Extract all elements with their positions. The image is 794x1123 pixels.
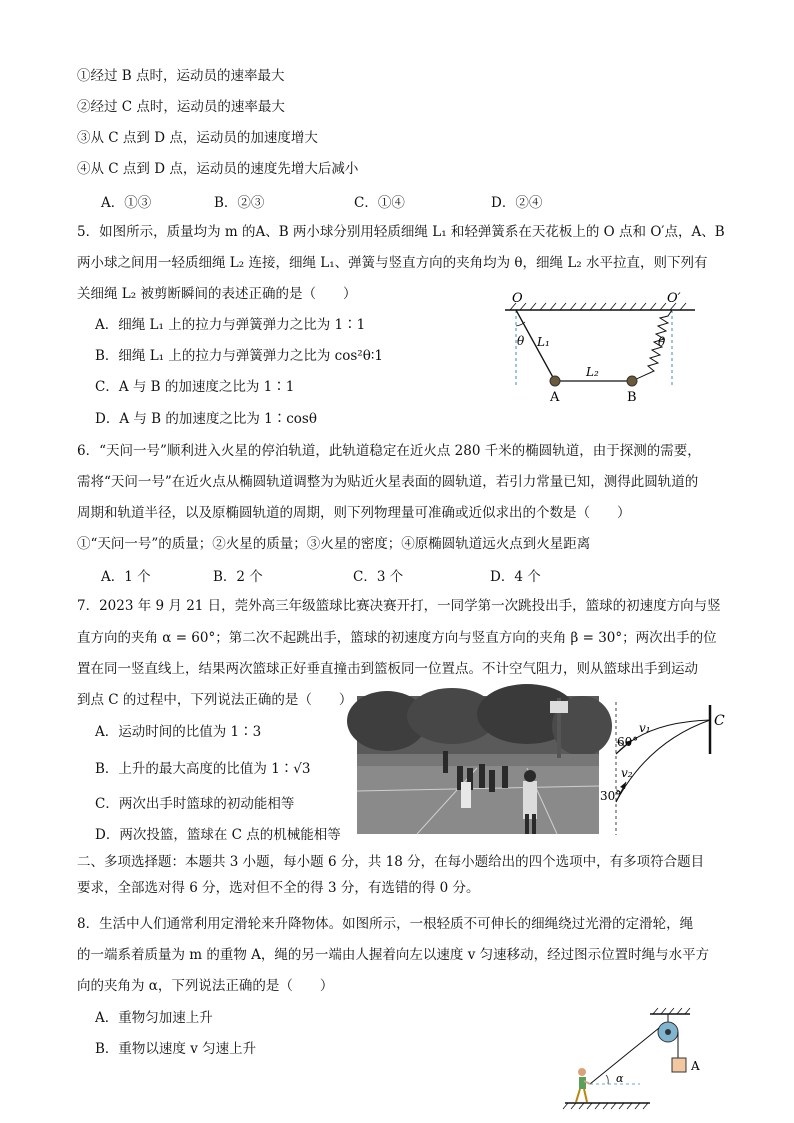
q7-option-c[interactable]: C．两次出手时篮球的初动能相等 bbox=[95, 796, 295, 812]
q8-option-b[interactable]: B．重物以速度 v 匀速上升 bbox=[95, 1041, 257, 1057]
q7-fig-path-2 bbox=[616, 720, 710, 802]
q4-statement-2: ②经过 C 点时，运动员的速率最大 bbox=[77, 99, 285, 115]
q4-statement-4: ④从 C 点到 D 点，运动员的速度先增大后减小 bbox=[77, 161, 359, 177]
q6-items: ①“天问一号”的质量；②火星的质量；③火星的密度；④原椭圆轨道远火点到火星距离 bbox=[77, 536, 591, 552]
q5-fig-label-o-prime: O′ bbox=[667, 291, 681, 306]
q7-fig-angle-30: 30° bbox=[600, 789, 622, 803]
q5-fig-ball-b bbox=[627, 376, 637, 386]
q5-fig-theta-left: θ bbox=[517, 334, 525, 348]
section2-line-1: 二、多项选择题：本题共 3 小题，每小题 6 分，共 18 分，在每小题给出的四个选项中，有多项符合题目 bbox=[77, 854, 705, 870]
q4-choice-d[interactable]: D．②④ bbox=[491, 195, 543, 211]
q5-option-d[interactable]: D．A 与 B 的加速度之比为 1∶cosθ bbox=[95, 411, 317, 427]
q6-choice-c[interactable]: C．3 个 bbox=[353, 569, 404, 585]
q5-stem-line-3: 关细绳 L₂ 被剪断瞬间的表述正确的是（ ） bbox=[77, 286, 357, 302]
q8-stem-line-2: 的一端系着质量为 m 的重物 A，绳的另一端由人握着向左以速度 v 匀速移动，经过图示位置时绳与水平方 bbox=[77, 947, 710, 963]
q6-stem-line-3: 周期和轨道半径，以及原椭圆轨道的周期，则下列物理量可准确或近似求出的个数是（ ） bbox=[77, 505, 631, 521]
q4-choice-b[interactable]: B．②③ bbox=[214, 195, 265, 211]
q8-stem-line-3: 向的夹角为 α，下列说法正确的是（ ） bbox=[77, 978, 334, 994]
q5-fig-label-o: O bbox=[512, 291, 523, 306]
q5-fig-label-l1: L₁ bbox=[537, 335, 550, 349]
q8-fig-person bbox=[578, 1068, 586, 1076]
q5-fig-label-l2: L₂ bbox=[586, 365, 599, 379]
q8-option-a[interactable]: A．重物匀加速上升 bbox=[95, 1010, 213, 1026]
q5-figure bbox=[500, 288, 700, 408]
q5-option-a[interactable]: A．细绳 L₁ 上的拉力与弹簧弹力之比为 1∶1 bbox=[95, 317, 366, 333]
q5-stem-line-2: 两小球之间用一轻质细绳 L₂ 连接，细绳 L₁、弹簧与竖直方向的夹角均为 θ，细绳 L₂ 水平拉直，则下列有 bbox=[77, 255, 708, 271]
q8-fig-label-a: A bbox=[691, 1059, 700, 1073]
q7-fig-label-v2: v₂ bbox=[621, 766, 633, 780]
q6-stem-line-2: 需将“天问一号”在近火点从椭圆轨道调整为为贴近火星表面的圆轨道，若引力常量已知，测得此圆轨道的 bbox=[77, 474, 699, 490]
q7-stem-line-4: 到点 C 的过程中，下列说法正确的是（ ） bbox=[77, 692, 353, 708]
q7-trajectory-figure bbox=[600, 702, 728, 837]
q4-statement-3: ③从 C 点到 D 点，运动员的加速度增大 bbox=[77, 130, 318, 146]
q5-fig-ball-a bbox=[550, 376, 560, 386]
q7-fig-label-c: C bbox=[714, 713, 725, 729]
q8-stem-line-1: 8．生活中人们通常利用定滑轮来升降物体。如图所示，一根轻质不可伸长的细绳绕过光滑的定滑轮，绳 bbox=[77, 916, 694, 932]
q7-fig-angle-60: 60° bbox=[617, 735, 639, 749]
q5-fig-theta-right: θ bbox=[658, 335, 666, 349]
q6-choice-d[interactable]: D．4 个 bbox=[490, 569, 541, 585]
q8-fig-rope bbox=[590, 1028, 659, 1084]
q7-stem-line-2: 直方向的夹角 α = 60°；第二次不起跳出手，篮球的初速度方向与竖直方向的夹角 β = 30°；两次出手的位 bbox=[77, 630, 717, 646]
q7-option-b[interactable]: B．上升的最大高度的比值为 1∶√3 bbox=[95, 761, 311, 777]
q4-choice-a[interactable]: A．①③ bbox=[101, 195, 152, 211]
q5-fig-label-a: A bbox=[550, 390, 560, 405]
q5-option-c[interactable]: C．A 与 B 的加速度之比为 1∶1 bbox=[95, 379, 295, 395]
q6-stem-line-1: 6．“天问一号”顺利进入火星的停泊轨道，此轨道稳定在近火点 280 千米的椭圆轨道，由于探测的需要， bbox=[77, 443, 701, 459]
q6-choice-b[interactable]: B．2 个 bbox=[213, 569, 263, 585]
section2-line-2: 要求，全部选对得 6 分，选对但不全的得 3 分，有选错的得 0 分。 bbox=[77, 880, 480, 896]
q7-fig-label-v1: v₁ bbox=[639, 721, 651, 735]
q5-fig-spring bbox=[632, 310, 672, 381]
q7-option-a[interactable]: A．运动时间的比值为 1∶3 bbox=[95, 724, 262, 740]
q7-stem-line-1: 7．2023 年 9 月 21 日，莞外高三年级篮球比赛决赛开打，一同学第一次跳投出手，篮球的初速度方向与竖 bbox=[77, 598, 721, 614]
q5-fig-label-b: B bbox=[627, 390, 637, 405]
q4-choice-c[interactable]: C．①④ bbox=[354, 195, 405, 211]
q4-statement-1: ①经过 B 点时，运动员的速率最大 bbox=[77, 68, 285, 84]
q8-pulley-figure bbox=[560, 1002, 710, 1120]
q5-option-b[interactable]: B．细绳 L₁ 上的拉力与弹簧弹力之比为 cos²θ∶1 bbox=[95, 348, 383, 364]
q5-stem-line-1: 5．如图所示，质量均为 m 的A、B 两小球分别用轻质细绳 L₁ 和轻弹簧系在天花板上的 O 点和 O′点，A、B bbox=[77, 224, 725, 240]
q6-choice-a[interactable]: A．1 个 bbox=[101, 569, 151, 585]
q7-option-d[interactable]: D．两次投篮，篮球在 C 点的机械能相等 bbox=[95, 827, 341, 843]
q8-fig-weight bbox=[672, 1058, 686, 1072]
q7-stem-line-3: 置在同一竖直线上，结果两次篮球正好垂直撞击到篮板同一位置点。不计空气阻力，则从篮球出手到运动 bbox=[77, 661, 698, 677]
q8-fig-alpha: α bbox=[616, 1072, 624, 1085]
q7-basketball-photo bbox=[357, 696, 599, 834]
